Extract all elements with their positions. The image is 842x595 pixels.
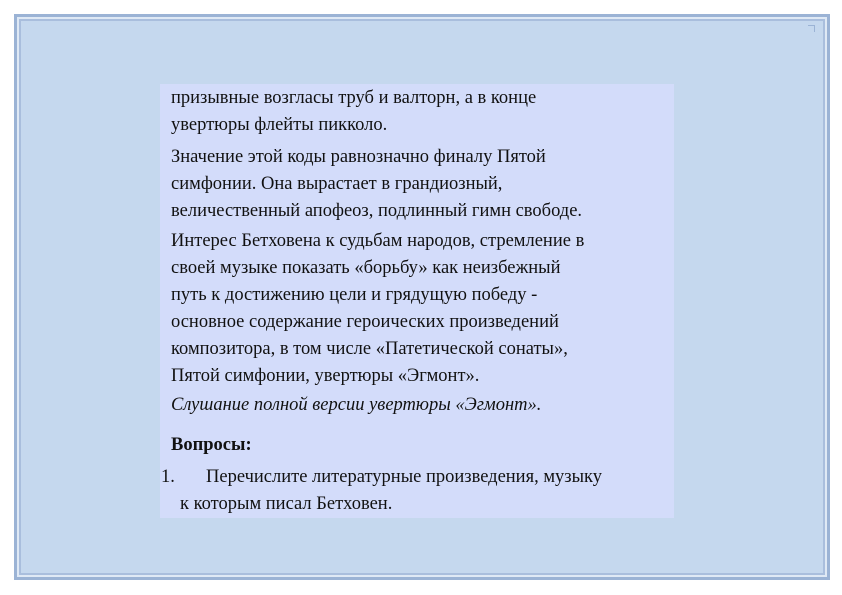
text-line: Слушание полной версии увертюры «Эгмонт». [171,395,542,415]
text-line: композитора, в том числе «Патетической сонаты», [171,339,568,359]
text-line: путь к достижению цели и грядущую победу - [171,285,538,305]
text-line: величественный апофеоз, подлинный гимн свободе. [171,201,583,221]
questions-heading: Вопросы: [171,435,252,455]
question-text-line: к которым писал Бетховен. [180,494,393,514]
text-line: Значение этой коды равнозначно финалу Пятой [171,147,546,167]
question-item [160,464,674,518]
text-panel [160,84,674,518]
paragraph-fanfare [171,85,671,139]
text-line: основное содержание героических произведений [171,312,559,332]
text-line: симфонии. Она вырастает в грандиозный, [171,174,503,194]
question-text-line: Перечислите литературные произведения, музыку [206,467,603,487]
paragraph-coda [171,144,671,225]
text-line: своей музыке показать «борьбу» как неизбежный [171,258,561,278]
text-line: призывные возгласы труб и валторн, а в конце [171,88,537,108]
text-line: Интерес Бетховена к судьбам народов, стремление в [171,231,585,251]
slide-corner-decoration [808,25,815,32]
paragraph-beethoven-interest [171,228,671,390]
paragraph-listening [171,392,671,419]
question-number: 1. [161,467,175,487]
text-line: Пятой симфонии, увертюры «Эгмонт». [171,366,480,386]
text-line: увертюры флейты пикколо. [171,115,388,135]
